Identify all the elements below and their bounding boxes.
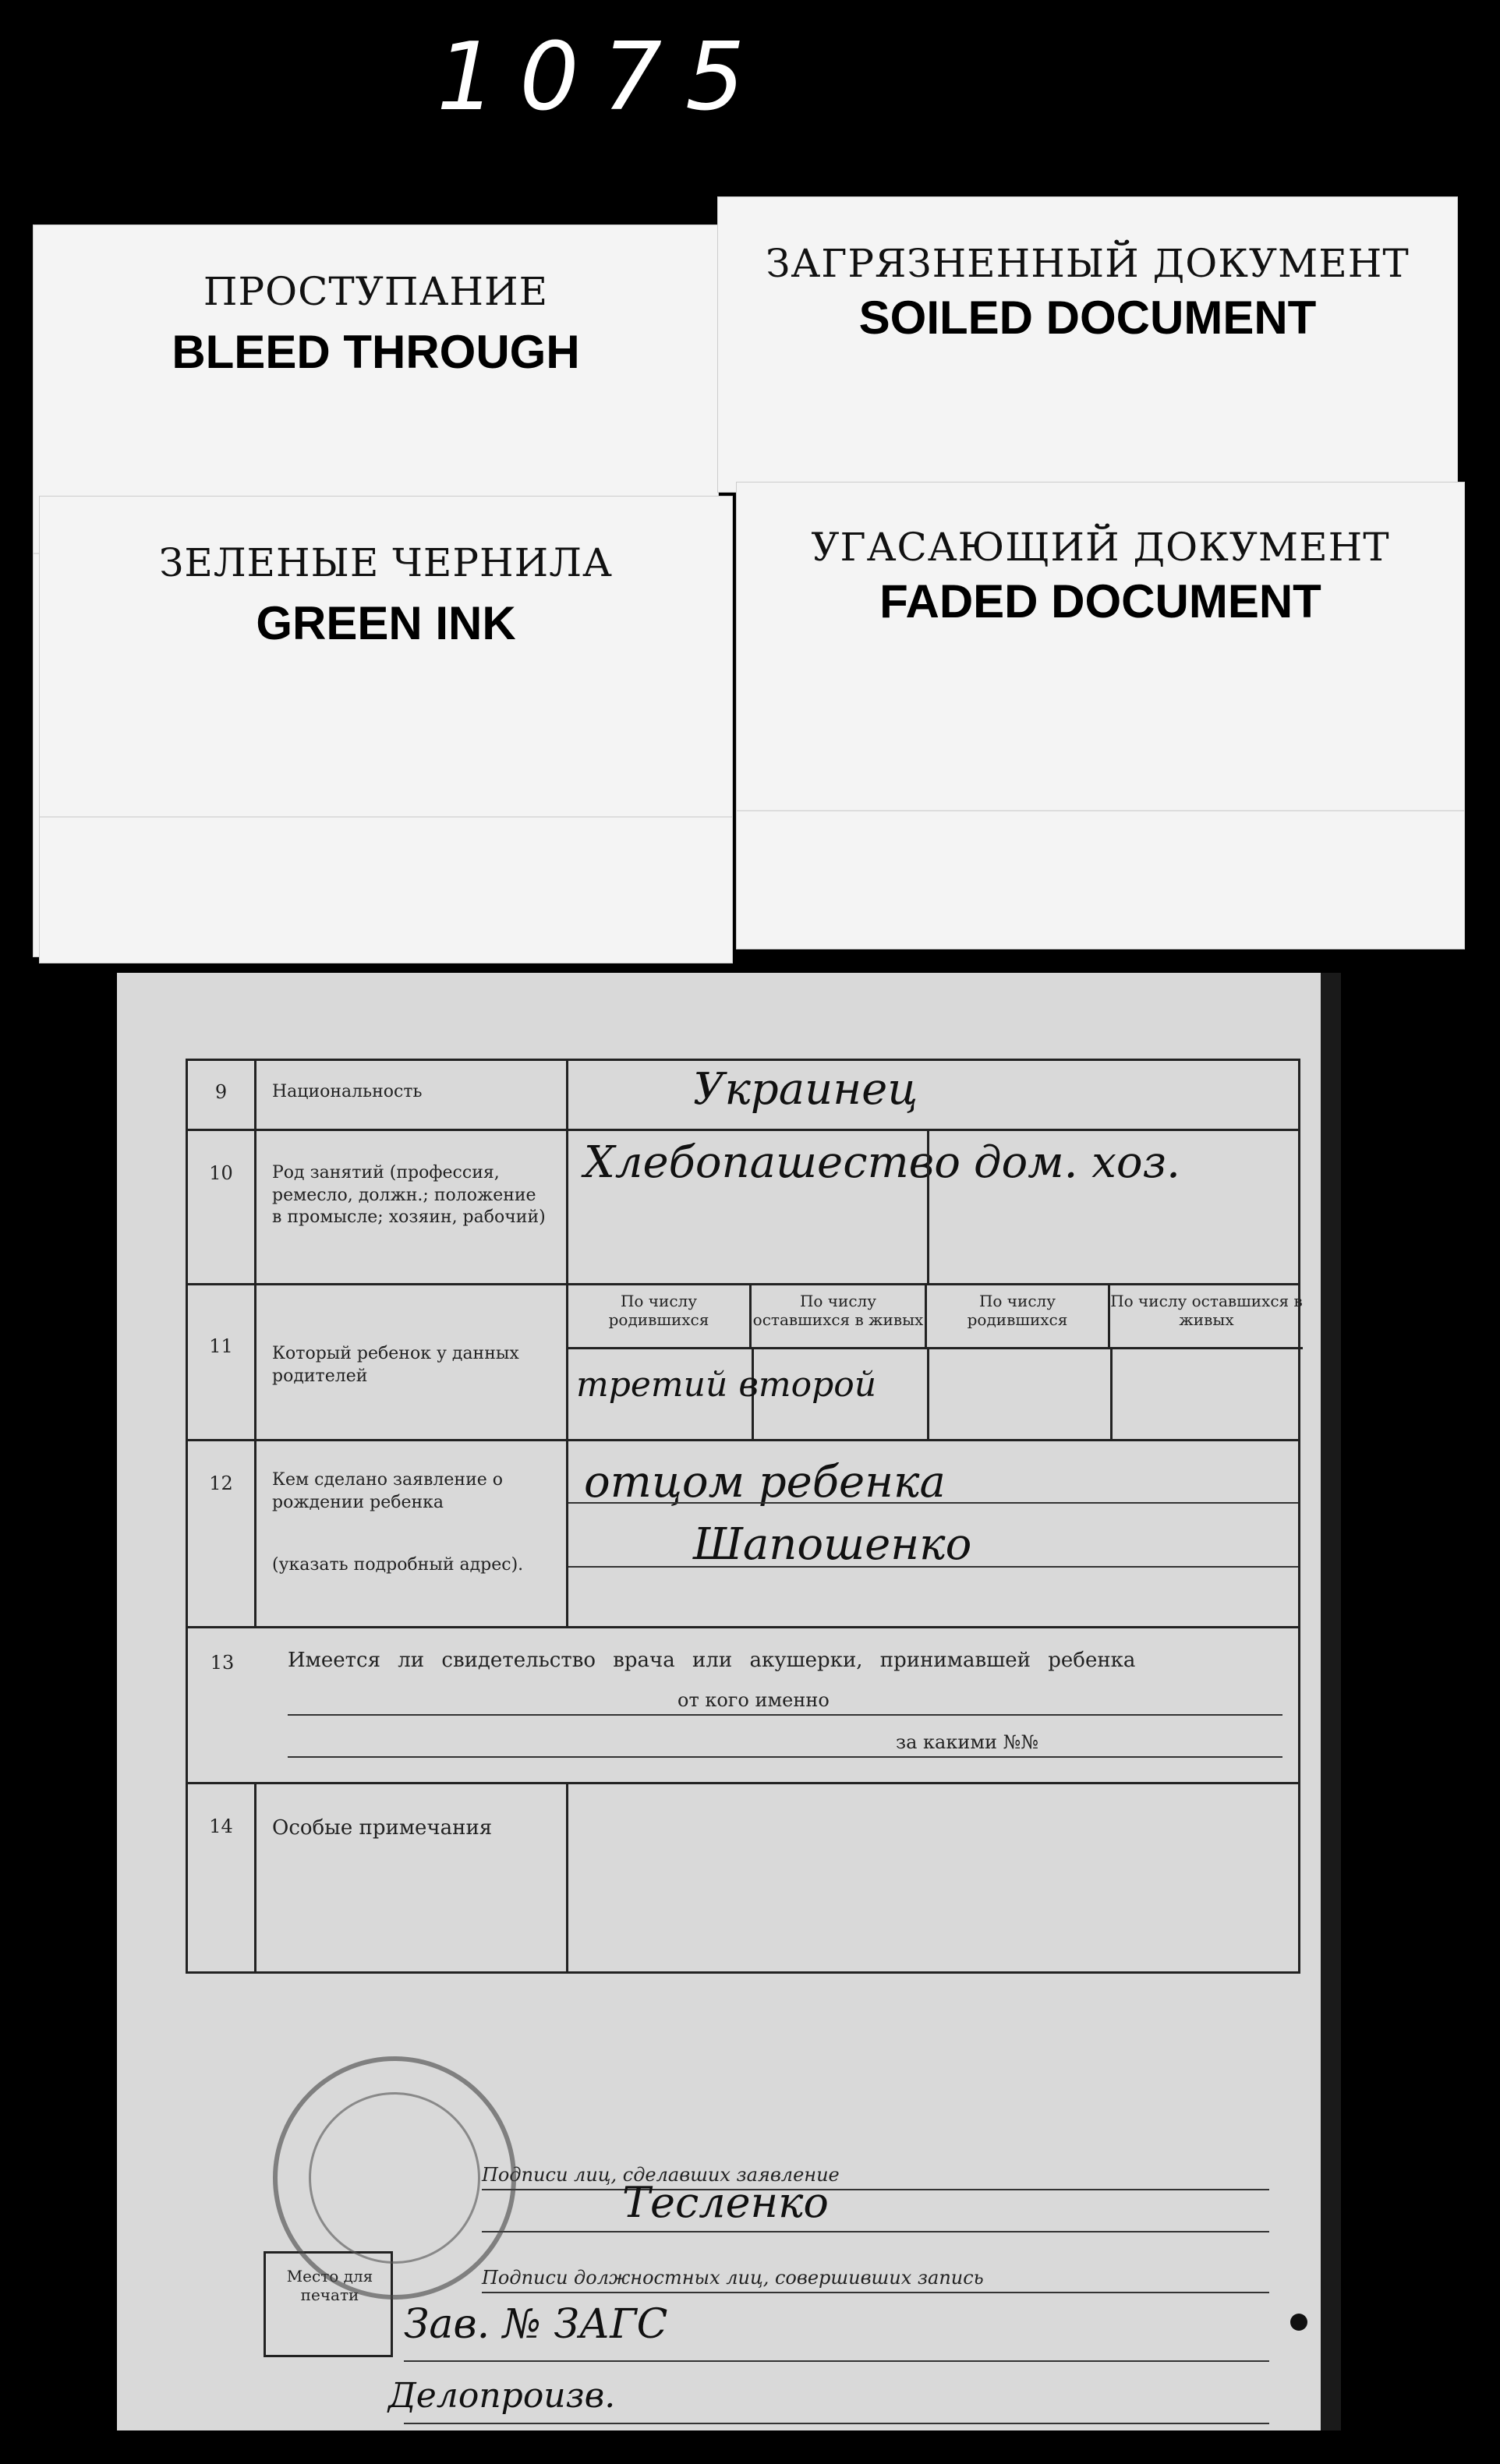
row-label: Который ребенок у данных родителей [256,1285,568,1439]
subheader-alive-2: По числу оставшихся в живых [1110,1285,1303,1349]
official-signature-1: Зав. № ЗАГС [404,2301,668,2348]
card-soiled-ru: ЗАГРЯЗНЕННЫЙ ДОКУМЕНТ [766,241,1410,286]
table-row-14 [188,1784,1298,1971]
subheader-alive-1: По числу оставшихся в живых [752,1285,927,1349]
table-row-12 [188,1441,1298,1628]
frame-number: 1075 [437,23,769,132]
row-label: Национальность [256,1061,568,1129]
row-value [568,1061,1298,1129]
row-value [568,1131,1298,1283]
official-signature-2: Делопроизв. [388,2376,616,2416]
row-value [568,1285,1303,1439]
card-green-en: GREEN INK [256,597,516,649]
row-label: Особые примечания [256,1784,568,1971]
row-number: 12 [188,1441,256,1626]
handwritten-occupation-2: дом. хоз. [974,1137,1180,1188]
row-label [256,1441,568,1626]
row-label: Имеется ли свидетельство врача или акушерки, принимавшей ребенка [288,1649,1136,1672]
card-faded-en: FADED DOCUMENT [879,575,1321,627]
card-soiled-en: SOILED DOCUMENT [858,292,1317,344]
handwritten-nationality: Украинец [693,1064,918,1115]
subheader-born-2: По числу родившихся [927,1285,1110,1349]
row-number: 9 [188,1061,256,1129]
from-whom-label: от кого именно [677,1689,830,1711]
table-row-13 [188,1628,1298,1784]
row-number: 14 [188,1784,256,1971]
applicants-sign-label: Подписи лиц, сделавших заявление [482,2164,840,2186]
table-row-9 [188,1061,1298,1131]
handwritten-applicant: отцом ребенка [584,1457,946,1508]
handwritten-occupation: Хлебопашество [584,1137,960,1188]
row-value [568,1784,1298,1971]
officials-sign-label: Подписи должностных лиц, совершивших запись [482,2267,984,2289]
row-number: 11 [188,1285,256,1439]
page-edge [1321,973,1341,2430]
table-row-10 [188,1131,1298,1285]
row-number: 13 [210,1652,235,1674]
numbers-label: за какими №№ [896,1731,1039,1753]
card-soiled-document [717,196,1458,493]
card-bleed-en: BLEED THROUGH [172,326,580,378]
card-fold [737,810,1464,811]
table-row-11 [188,1285,1303,1441]
row-value [568,1441,1298,1626]
card-faded-document [736,482,1465,949]
card-green-ru: ЗЕЛЕНЫЕ ЧЕРНИЛА [159,540,613,585]
row-label-extra: (указать подробный адрес). [272,1555,524,1575]
handwritten-child-order: третий второй [576,1365,877,1405]
applicant-signature: Тесленко [622,2178,829,2227]
seal-place-label: Место для печати [286,2267,373,2304]
card-fold [40,816,732,818]
row-label-text: Кем сделано заявление о рождении ребенка [272,1470,503,1512]
subheader-born-1: По числу родившихся [568,1285,752,1349]
punch-hole [1290,2314,1307,2331]
row-number: 10 [188,1131,256,1283]
row-13-content [288,1649,1282,1753]
row-label: Род занятий (профессия, ремесло, должн.; положение в промысле; хозяин, рабочий) [256,1131,568,1283]
handwritten-applicant-name: Шапошенко [693,1519,972,1570]
registration-form-page [117,973,1341,2430]
form-table [186,1059,1303,1974]
card-green-ink [39,496,733,963]
card-bleed-ru: ПРОСТУПАНИЕ [203,269,549,314]
card-faded-ru: УГАСАЮЩИЙ ДОКУМЕНТ [811,525,1390,570]
seal-stamp [273,2056,516,2300]
